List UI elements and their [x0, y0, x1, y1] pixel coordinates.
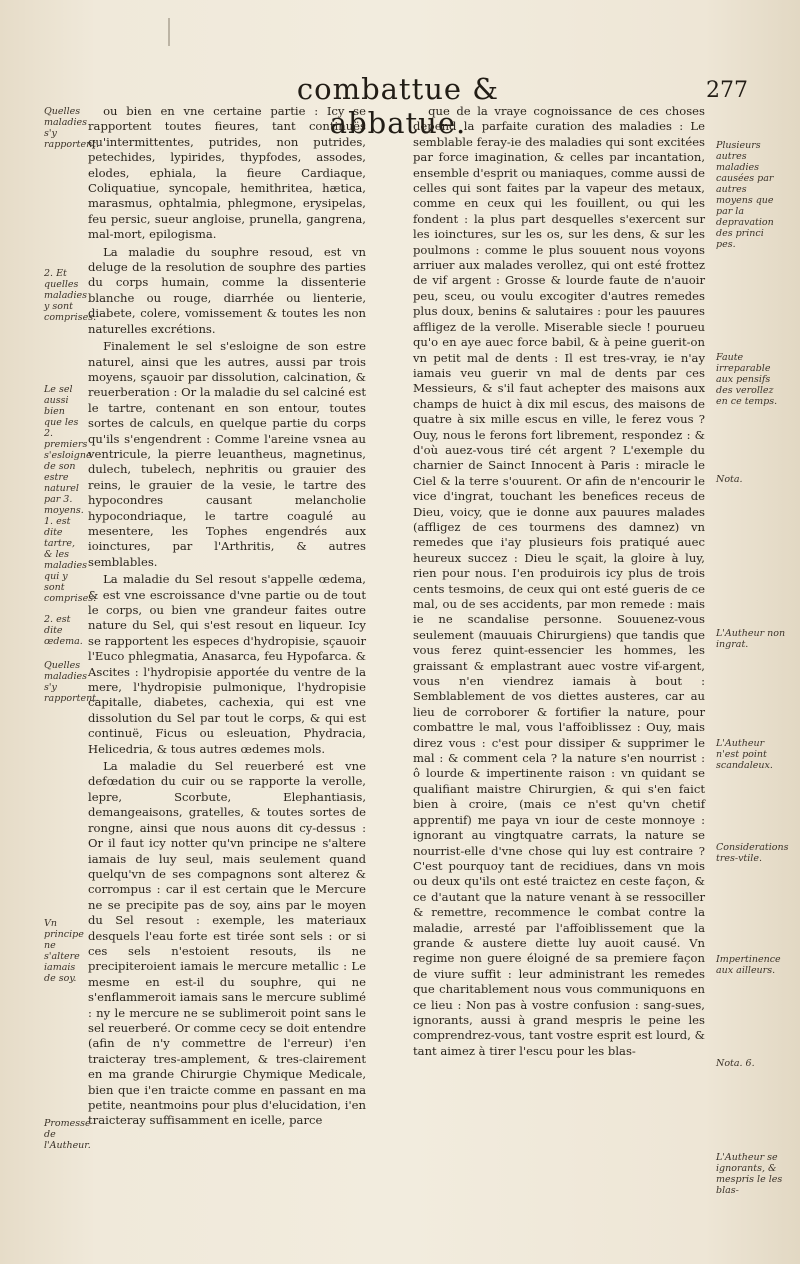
margin-note: Impertinence aux ailleurs.	[716, 954, 781, 976]
margin-note: Considerations tres-vtile.	[716, 842, 789, 864]
paragraph: La maladie du Sel reuerberé est vne defœdation du cuir ou se rapporte la verolle, lepre, Scorbute, Elephantiasis, demangeaisons, gratelles, & toutes sortes de rongne, ainsi que nous auons dit cy-dessus : Or il faut icy notter qu'vn principe ne s'altere iamais de luy seul, mais seulement quand quelqu'vn de ses compagnons sont alterez & corrompus : car il est certain que le Mercure ne se precipite pas de soy, ains par le moyen du Sel resout : exemple, les materiaux desquels l'eau forte est tirée sont sels : or si ces sels n'estoient resouts, ils ne precipiteroient iamais le mercure metallic : Le mesme en est-il du souphre, qui ne s'enflammeroit iamais sans le mercure sublimé : ny le mercure ne se sublimeroit point sans le sel reuerberé. Or comme cecy se doit entendre (afin de n'y commettre de l'erreur) i'en traicteray tres-amplement, & tres-clairement en ma grande Chirurgie Chymique Medicale, bien que i'en traicte comme en passant en ma petite, neantmoins pour plus d'elucidation, i'en traicteray suffisamment en icelle, parce	[88, 759, 366, 1128]
margin-note: Le sel aussi bien que les 2. premiers s'esloigne de son estre naturel par 3. moyens. 1. est dite tartre, & les maladies qui y sont comprises.	[44, 384, 97, 604]
paragraph: La maladie du Sel resout s'appelle œdema, & est vne escroissance d'vne partie ou de tout le corps, ou bien vne grandeur faites outre nature du Sel, qui s'est resout en liqueur. Icy se rapportent les especes d'hydropisie, sçauoir l'Euco phlegmatia, Anasarca, feu Hypofarca. & Ascites : l'hydropisie apportée du ventre de la mere, l'hydropisie pulmonique, l'hydropisie capitalle, diabetes, cachexia, qui est vne dissolution du Sel par tout le corps, & qui est continuë, Ficus ou esleuation, Phydracia, Helicedria, & tous autres œdemes mols.	[88, 572, 366, 756]
margin-note: 2. Et quelles maladies y sont comprises.	[44, 268, 97, 323]
margin-note: Faute irreparable aux pensifs des verollez en ce temps.	[716, 352, 778, 407]
margin-note: 2. est dite œdema.	[44, 614, 83, 647]
running-head: combattue & abbatue.	[296, 72, 500, 140]
margin-note: Quelles maladies s'y rapportent.	[44, 660, 100, 704]
paragraph: La maladie du souphre resoud, est vn deluge de la resolution de souphre des parties du corps humain, comme la dissenterie blanche ou rouge, diarrhée ou lienterie, diabete, colere, vomissement & toutes les non naturelles excrétions.	[88, 244, 366, 336]
margin-note: Promesse de l'Autheur.	[44, 1118, 91, 1151]
paragraph: que de la vraye cognoissance de ces choses depend la parfaite curation des maladies : Le semblable feray-ie des maladies qui sont excitées par force imagination, & celles par incantation, ensemble d'esprit ou maniaques, comme aussi de celles qui sont faites par la vapeur des metaux, comme en ceux qui les fouillent, ou qui les fondent : la plus part desquelles s'exercent sur les ioinctures, sur les os, sur les dens, & sur les poulmons : comme le plus souuent nous voyons arriuer aux malades verollez, qui ont esté frottez de vif argent : Grosse & lourde faute de n'auoir peu, sceu, ou voulu excogiter d'autres remedes plus doux, benins & salutaires : pour les pauures affligez de la verolle. Miserable siecle ! pourueu qu'o en aye auec force babil, & à peine guerit-on vn petit mal de dents : Il est tres-vray, ie n'ay iamais veu guerir vn mal de dents par ces Messieurs, & s'il faut achepter des maisons aux champs de huict à dix mil escus, des maisons de quatre à six mille escus en ville, le ferez vous ? Ouy, nous le ferons fort librement, respondez : & d'où auez-vous tiré cét argent ? L'exemple du charnier de Sainct Innocent à Paris : miracle le Ciel & la terre s'ouurent. Or afin de n'encourir le vice d'ingrat, touchant les benefices receus de Dieu, voicy, que ie donne aux pauures malades (affligez de ces tourmens des damnez) vn remedes que i'ay plusieurs fois pratiqué auec heureux succez : Dieu le sçait, la gloire à luy, rien pour nous. I'en produirois icy plus de trois cents tesmoins, de ceux qui ont esté gueris de ce mal, ou de ses accidents, par mon remede : mais ie ne scandalise personne. Souuenez-vous seulement (mauuais Chirurgiens) que tandis que vous ferez quint-essencier les hommes, les graissant & emplastrant auec vostre vif-argent, vous n'en viendrez iamais à bout : Semblablement de vos diettes austeres, car au lieu de corroborer & fortifier la nature, pour combattre le mal, vous l'affoiblissez : Ouy, mais direz vous : c'est pour dissiper & supprimer le mal : & comment cela ? la nature s'en nourrist : ô lourde & impertinente raison : vn quidant se qualifiant maistre Chirurgien, & qui s'en faict bien à croire, (mais ce n'est qu'vn chetif apprentif) me paya vn iour de ceste monnoye : ignorant au vingtquatre carrats, la nature se nourrist-elle d'vne chose qui luy est contraire ? C'est pourquoy tant de recidiues, dans vn mois ou deux qu'ils ont esté traictez en ceste façon, & ce d'autant que la nature venant à se ressociller & remettre, recommence le combat contre la maladie, arresté par l'affoiblissement que la grande & austere diette luy auoit causé. Vn regime non guere éloigné de sa premiere façon de viure suffit : leur administrant les remedes que charitablement nous vous communiquons en ce lieu : Non pas à vostre confusion : sang-sues, ignorants, aussi à grand mespris le peine les comprendrez-vous, tant vostre esprit est lourd, & tant aimez à tirer l'escu pour les blas-	[413, 104, 705, 1058]
paragraph: Finalement le sel s'esloigne de son estre naturel, ainsi que les autres, aussi par trois moyens, sçauoir par dissolution, calcination, & reuerberation : Or la maladie du sel calciné est le tartre, contenant en son entour, toutes sortes de calculs, en quelque partie du corps qu'ils s'engendrent : Comme l'areine vsnea au ventricule, la pierre leuantheus, magnetinus, dulech, tubelech, nephritis ou grauier des reins, le grauier de la vesie, le tartre des hypocondres causant melancholie hypocondriaque, le tartre coagulé au mesentere, les Tophes engendrés aux ioinctures, par l'Arthritis, & autres semblables.	[88, 339, 366, 569]
margin-note: Nota.	[716, 474, 743, 485]
paragraph: ou bien en vne certaine partie : Icy se rapportent toutes fieures, tant continuës qu'intermittentes, putrides, non putrides, petechides, lypirides, thypfodes, assodes, elodes, ephiala, la fieure Cardiaque, Coliquatiue, syncopale, hemithritea, hætica, marasmus, ophtalmia, phlegmone, erysipelas, feu persic, sueur angloise, prunella, gangrena, mal-mort, epilogisma.	[88, 104, 366, 242]
page-number: 277	[706, 78, 748, 103]
margin-note: Vn principe ne s'altere iamais de soy.	[44, 918, 84, 984]
margin-note: Quelles maladies s'y rapportent.	[44, 106, 100, 150]
margin-note: Nota. 6.	[716, 1058, 755, 1069]
margin-note: L'Autheur se ignorants, & mespris le les blas-	[716, 1152, 783, 1196]
margin-note: Plusieurs autres maladies causées par autres moyens que par la depravation des princi pes.	[716, 140, 774, 250]
margin-note: L'Autheur non ingrat.	[716, 628, 786, 650]
margin-note: L'Autheur n'est point scandaleux.	[716, 738, 773, 771]
